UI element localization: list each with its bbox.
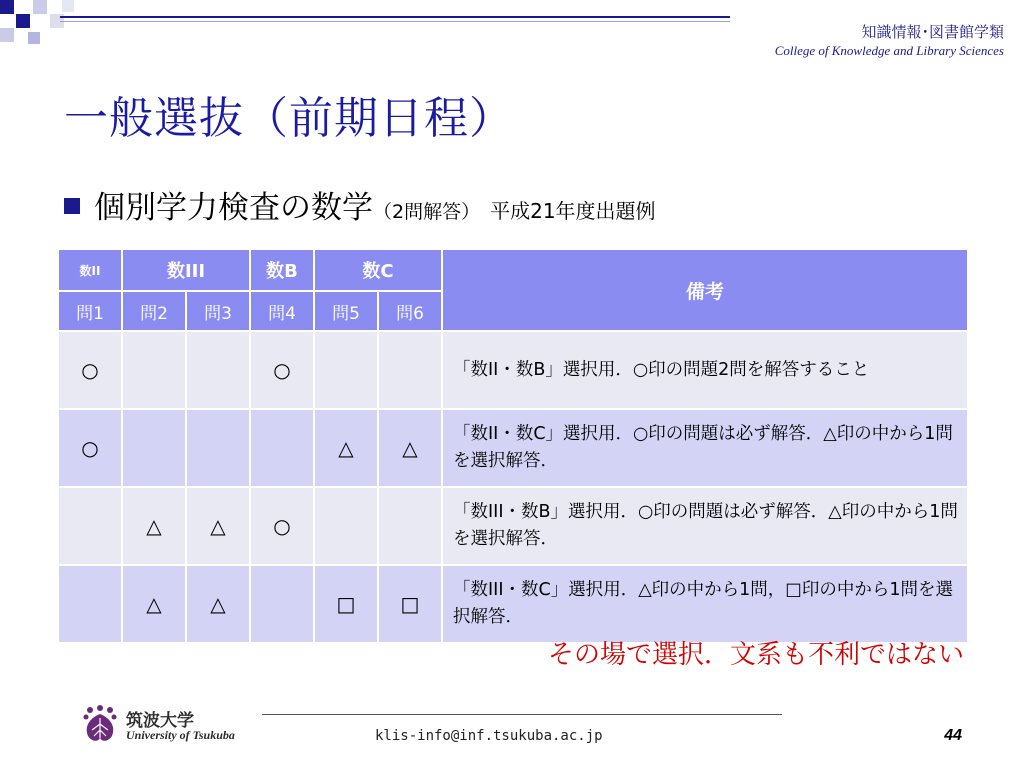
footer-rule: [262, 714, 782, 715]
university-name-jp: 筑波大学: [126, 711, 194, 731]
bullet-heading: [64, 182, 656, 227]
college-name: [775, 22, 1004, 59]
mark-cell: ○: [250, 487, 314, 565]
group-header-mathc: 数C: [314, 249, 442, 291]
table-row: [58, 409, 968, 487]
mark-cell: △: [122, 487, 186, 565]
paulownia-crest-icon: [80, 704, 120, 746]
note-cell: 「数III・数C」選択用．△印の中から1問，□印の中から1問を選択解答．: [442, 565, 968, 643]
mark-cell: [58, 487, 122, 565]
mark-cell: [186, 331, 250, 409]
bullet-sub-text: （2問解答）: [373, 201, 481, 223]
mark-cell: [314, 331, 378, 409]
square-bullet-icon: [64, 198, 80, 214]
mark-cell: △: [378, 409, 442, 487]
question-header: 問6: [378, 291, 442, 331]
mark-cell: [122, 409, 186, 487]
question-header: 問4: [250, 291, 314, 331]
mark-cell: △: [186, 487, 250, 565]
table-row: [58, 487, 968, 565]
contact-email[interactable]: klis-info@inf.tsukuba.ac.jp: [375, 728, 603, 744]
question-header: 問3: [186, 291, 250, 331]
corner-decoration: [0, 0, 90, 60]
mark-cell: [378, 331, 442, 409]
mark-cell: [186, 409, 250, 487]
slide-title: 一般選抜（前期日程）: [64, 93, 514, 144]
mark-cell: [378, 487, 442, 565]
header-rule: [60, 16, 730, 18]
mark-cell: ○: [58, 331, 122, 409]
question-header: 問1: [58, 291, 122, 331]
table-row: [58, 565, 968, 643]
question-header: 問5: [314, 291, 378, 331]
mark-cell: △: [314, 409, 378, 487]
question-selection-table: [57, 248, 969, 644]
mark-cell: △: [122, 565, 186, 643]
page-number: 44: [944, 727, 962, 744]
table-header-row: [58, 249, 968, 291]
note-cell: 「数II・数C」選択用．○印の問題は必ず解答．△印の中から1問を選択解答．: [442, 409, 968, 487]
mark-cell: [122, 331, 186, 409]
note-cell: 「数II・数B」選択用．○印の問題2問を解答すること: [442, 331, 968, 409]
group-header-math2: 数II: [58, 249, 122, 291]
table-row: [58, 331, 968, 409]
bullet-main-text: 個別学力検査の数学: [94, 190, 373, 226]
mark-cell: ○: [250, 331, 314, 409]
mark-cell: [250, 409, 314, 487]
mark-cell: [58, 565, 122, 643]
university-name-en: University of Tsukuba: [126, 728, 235, 742]
college-name-jp: 知識情報･図書館学類: [861, 23, 1004, 41]
callout-text: その場で選択．文系も不利ではない: [547, 640, 964, 670]
mark-cell: ○: [58, 409, 122, 487]
bullet-year-text: 平成21年度出題例: [490, 199, 656, 223]
question-header: 問2: [122, 291, 186, 331]
group-header-mathb: 数B: [250, 249, 314, 291]
college-name-en: College of Knowledge and Library Sciences: [774, 43, 1004, 58]
header-rule-light: [60, 21, 730, 22]
mark-cell: □: [314, 565, 378, 643]
mark-cell: [314, 487, 378, 565]
mark-cell: □: [378, 565, 442, 643]
group-header-math3: 数III: [122, 249, 250, 291]
mark-cell: [250, 565, 314, 643]
note-header: 備考: [442, 249, 968, 331]
mark-cell: △: [186, 565, 250, 643]
note-cell: 「数III・数B」選択用．○印の問題は必ず解答．△印の中から1問を選択解答．: [442, 487, 968, 565]
